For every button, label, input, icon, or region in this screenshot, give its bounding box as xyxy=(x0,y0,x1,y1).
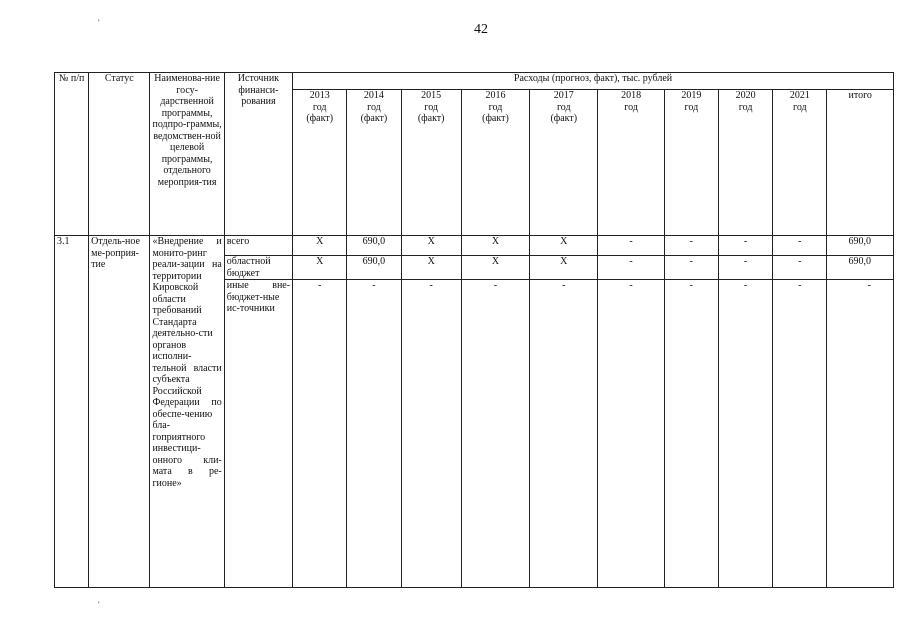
table-cell: - xyxy=(718,236,772,256)
expenses-table xyxy=(54,72,894,588)
entry-number: 3.1 xyxy=(55,236,89,588)
table-cell: X xyxy=(293,256,347,280)
header-expenses: Расходы (прогноз, факт), тыс. рублей xyxy=(293,73,894,90)
scan-mark: ' xyxy=(98,18,100,28)
year-header: 2021 год xyxy=(773,90,827,236)
year-header: 2018 год xyxy=(598,90,664,236)
table-cell: X xyxy=(401,256,461,280)
table-cell: - xyxy=(773,236,827,256)
year-header: 2019 год xyxy=(664,90,718,236)
table-cell: 690,0 xyxy=(347,256,401,280)
table-cell: 690,0 xyxy=(347,236,401,256)
source-regional-budget: областной бюджет xyxy=(224,256,292,280)
table-cell: X xyxy=(401,236,461,256)
total-header: итого xyxy=(827,90,894,236)
table-cell: - xyxy=(664,236,718,256)
year-header: 2020 год xyxy=(718,90,772,236)
entry-name: «Внедрение и монито-ринг реали-зации на территории Кировской области требований Стандарта деятельно-сти органов исполни-тельной власти субъекта Российской Федерации по обеспе-чению бла-гоприятного инвестици-онного кли-мата в ре-гионе» xyxy=(150,236,224,588)
table-cell: - xyxy=(598,280,664,588)
header-name: Наименова-ние госу-дарственной программы, подпро-граммы, ведомствен-ной целевой программы, отдельного мероприя-тия xyxy=(150,73,224,236)
table-cell: - xyxy=(293,280,347,588)
source-other: иные вне-бюджет-ные ис-точники xyxy=(224,280,292,588)
entry-status: Отдель-ное ме-роприя-тие xyxy=(89,236,150,588)
table-cell: X xyxy=(530,256,598,280)
header-status: Статус xyxy=(89,73,150,236)
page-number: 42 xyxy=(474,22,488,37)
year-header: 2015 год (факт) xyxy=(401,90,461,236)
header-row xyxy=(55,73,894,90)
year-header: 2016 год (факт) xyxy=(461,90,529,236)
table-cell: - xyxy=(773,256,827,280)
total-cell: 690,0 xyxy=(827,256,894,280)
year-header: 2014 год (факт) xyxy=(347,90,401,236)
table-cell: X xyxy=(461,236,529,256)
table-cell: - xyxy=(598,256,664,280)
table-cell: X xyxy=(293,236,347,256)
table-cell: - xyxy=(664,256,718,280)
table-cell: - xyxy=(347,280,401,588)
year-header: 2017 год (факт) xyxy=(530,90,598,236)
table-cell: - xyxy=(773,280,827,588)
table-cell: - xyxy=(718,256,772,280)
table-cell: - xyxy=(598,236,664,256)
source-total: всего xyxy=(224,236,292,256)
table-cell: - xyxy=(718,280,772,588)
header-source: Источник финанси-рования xyxy=(224,73,292,236)
header-number: № п/п xyxy=(55,73,89,236)
table-cell: - xyxy=(664,280,718,588)
table-row xyxy=(55,236,894,256)
table-cell: - xyxy=(461,280,529,588)
year-header: 2013 год (факт) xyxy=(293,90,347,236)
total-cell: - xyxy=(827,280,894,588)
table-cell: - xyxy=(530,280,598,588)
table-cell: - xyxy=(401,280,461,588)
table-cell: X xyxy=(461,256,529,280)
total-cell: 690,0 xyxy=(827,236,894,256)
scan-mark: ' xyxy=(98,600,100,610)
table-cell: X xyxy=(530,236,598,256)
